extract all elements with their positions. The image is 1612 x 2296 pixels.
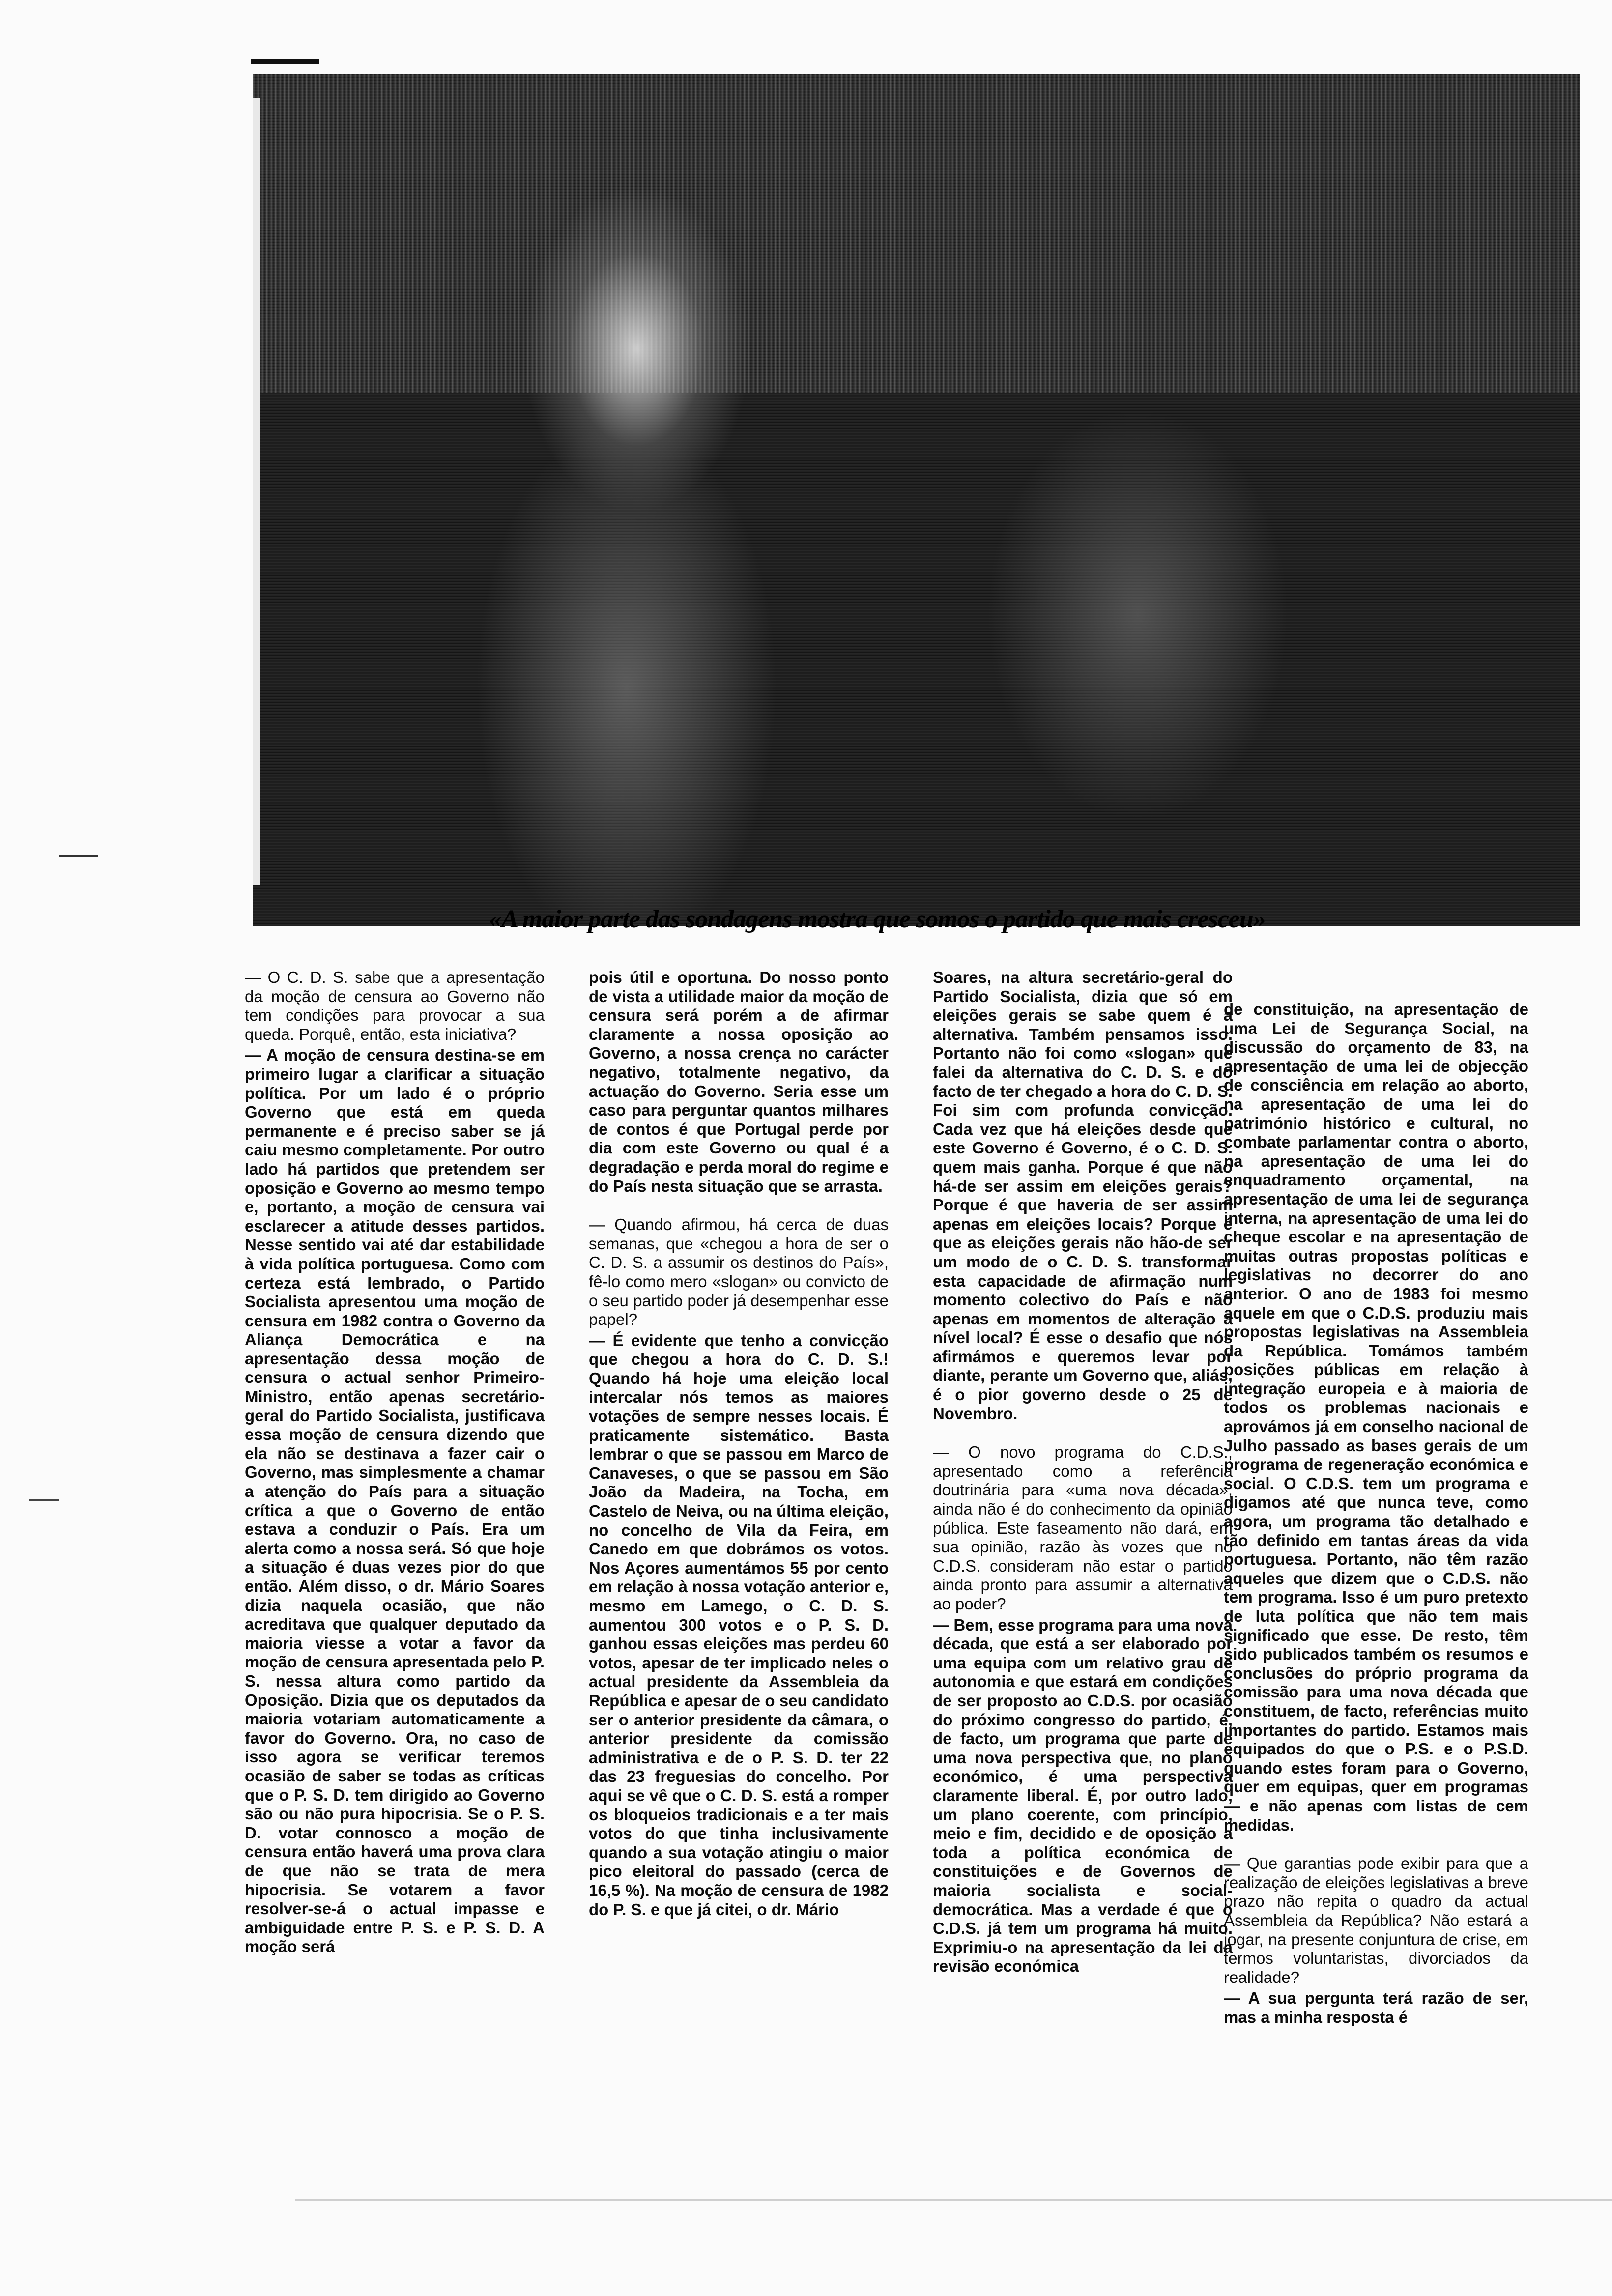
interview-answer: Soares, na altura secretário-geral do Partido Socialista, dizia que só em eleições gerais se sabe quem é a alternativa. Também pensamos isso. Portanto não foi como «slogan» que falei da alternativa do C. D. S. e do facto de ter chegado a hora do C. D. S. Foi sim com profunda convicção. Cada vez que há eleições desde que este Governo é Governo, é o C. D. S. quem mais ganha. Porque é que não há-de ser assim em eleições gerais? Porque é que haveria de ser assim apenas em eleições locais? Porque é que as eleições gerais não hão-de ser um modo de o C. D. S. transformar esta capacidade de afirmação num momento colectivo do País e não apenas em momentos de alteração a nível local? É esse o desafio que nós afirmámos e queremos levar por diante, perante um Governo que, aliás, é o pior governo desde o 25 de Novembro. [933,968,1233,1423]
interview-question: — O C. D. S. sabe que a apresentação da moção de censura ao Governo não tem condições para provocar a sua queda. Porquê, então, esta iniciativa? [245,968,545,1043]
scan-mark-left-2 [29,1499,59,1501]
interview-answer: pois útil e oportuna. Do nosso ponto de vista a utilidade maior da moção de censura será porém a de afirmar claramente a nossa oposição ao Governo, a nossa crença no carácter negativo, totalmente negativo, da actuação do Governo. Seria esse um caso para perguntar quantos milhares de contos é que Portugal perde por dia com este Governo ou qual é a degradação e perda moral do regime e do País nesta situação que se arrasta. [589,968,889,1195]
interview-question: — Quando afirmou, há cerca de duas semanas, que «chegou a hora de ser o C. D. S. a assumir os destinos do País», fê-lo como mero «slogan» ou convicto de o seu partido poder já desempenhar esse papel? [589,1215,889,1329]
interview-question: — Que garantias pode exibir para que a realização de eleições legislativas a breve prazo não repita o quadro da actual Assembleia da República? Não estará a jogar, na presente conjuntura de crise, em termos voluntaristas, divorciados da realidade? [1224,1854,1528,1986]
interview-answer: — É evidente que tenho a convicção que chegou a hora do C. D. S.! Quando há hoje uma eleição local intercalar nós temos as maiores votações de sempre nesses locais. É praticamente sistemático. Basta lembrar o que se passou em Marco de Canaveses, o que se passou em São João da Madeira, na Tocha, em Castelo de Neiva, ou na última eleição, no concelho de Vila da Feira, em Canedo em que dobrámos os votos. Nos Açores aumentámos 55 por cento em relação à nossa votação anterior e, mesmo em Lamego, o C. D. S. aumentou 300 votos e o P. S. D. ganhou essas eleições mas perdeu 60 votos, apesar de ter implicado neles o actual presidente da Assembleia da República e apesar de o seu candidato ser o anterior presidente da câmara, o anterior presidente da comissão administrativa e de o P. S. D. ter 22 das 23 freguesias do concelho. Por aqui se vê que o C. D. S. está a romper os bloqueios tradicionais e a ter mais votos do que tinha inclusivamente quando a sua votação atingiu o maior pico eleitoral do passado (cerca de 16,5 %). Na moção de censura de 1982 do P. S. e que já citei, o dr. Mário [589,1331,889,1919]
article-column-4 [1224,1000,1528,2029]
press-photo [253,74,1580,926]
scan-mark-top [251,59,319,64]
interview-answer: — A sua pergunta terá razão de ser, mas a minha resposta é [1224,1989,1528,2026]
scan-mark-left [59,855,98,857]
article-column-2 [589,968,889,1921]
photo-left-edge [253,98,260,885]
photo-caption-bar [489,902,1266,936]
article-column-3 [933,968,1233,1978]
interview-question: — O novo programa do C.D.S., apresentado como a referência doutrinária para «uma nova década», ainda não é do conhecimento da opinião pública. Este faseamento não dará, em sua opinião, razão às vozes que no C.D.S. consideram não estar o partido ainda pronto para assumir a alternativa ao poder? [933,1443,1233,1613]
photo-caption: «A maior parte das sondagens mostra que somos o partido que mais cresceu» [489,905,1266,933]
bottom-rule [295,2199,1612,2201]
photo-texture [253,74,1580,393]
interview-answer: — A moção de censura destina-se em primeiro lugar a clarificar a situação política. Por um lado é o próprio Governo que está em queda permanente e é preciso saber se já caiu mesmo completamente. Por outro lado há partidos que pretendem ser oposição e Governo ao mesmo tempo e, portanto, a moção de censura vai esclarecer a atitude desses partidos. Nesse sentido vai até dar estabilidade à vida política portuguesa. Como com certeza está lembrado, o Partido Socialista apresentou uma moção de censura em 1982 contra o Governo da Aliança Democrática e na apresentação dessa moção de censura o actual senhor Primeiro-Ministro, então apenas secretário-geral do Partido Socialista, justificava essa moção de censura dizendo que ela não se destinava a fazer cair o Governo, mas simplesmente a chamar a atenção do País para a situação crítica a que o Governo de então estava a conduzir o País. Era um alerta como a nossa será. Só que hoje a situação é duas vezes pior do que então. Além disso, o dr. Mário Soares dizia naquela ocasião, que não acreditava que qualquer deputado da maioria viesse a votar a favor da moção de censura apresentada pelo P. S. nessa altura como partido da Oposição. Dizia que os deputados da maioria votariam automaticamente a favor do Governo. Ora, no caso de isso agora se verificar teremos ocasião de saber se todas as críticas que o P. S. D. tem dirigido ao Governo são ou não pura hipocrisia. Se o P. S. D. votar connosco a moção de censura então haverá uma prova clara de que não se trata de mera hipocrisia. Se votarem a favor resolver-se-á o actual impasse e ambiguidade entre P. S. e P. S. D. A moção será [245,1046,545,1956]
interview-answer: — Bem, esse programa para uma nova década, que está a ser elaborado por uma equipa com um relativo grau de autonomia e que estará em condições de ser proposto ao C.D.S. por ocasião do próximo congresso do partido, é, de facto, um programa que parte de uma nova perspectiva que, no plano económico, é uma perspectiva claramente liberal. É, por outro lado, um plano coerente, com princípio, meio e fim, decidido e de oposição a toda a política económica de constituições e de Governos de maioria socialista e social-democrática. Mas a verdade é que o C.D.S. já tem um programa há muito. Exprimiu-o na apresentação da lei da revisão económica [933,1615,1233,1976]
interview-answer: de constituição, na apresentação de uma Lei de Segurança Social, na discussão do orçamento de 83, na apresentação de uma lei de objecção de consciência em relação ao aborto, na apresentação de uma lei do património histórico e cultural, no combate parlamentar contra o aborto, na apresentação de uma lei do enquadramento orçamental, na apresentação de uma lei de segurança interna, na apresentação de uma lei do cheque escolar e na apresentação de muitas outras propostas políticas e legislativas no decorrer do ano anterior. O ano de 1983 foi mesmo aquele em que o C.D.S. produziu mais propostas legislativas na Assembleia da República. Tomámos também posições públicas em relação à integração europeia e à maioria de todos os problemas nacionais e aprovámos já em conselho nacional de Julho passado as bases gerais de um programa de regeneração económica e social. O C.D.S. tem um programa e digamos até que nunca teve, como agora, um programa tão detalhado e tão definido em tantas áreas da vida portuguesa. Portanto, não têm razão aqueles que dizem que o C.D.S. não tem programa. Isso é um puro pretexto de luta política que não tem mais significado que esse. De resto, têm sido publicados também os resumos e conclusões do próprio programa da comissão para uma nova década que constituem, de facto, referências muito importantes do partido. Estamos mais equipados do que o P.S. e o P.S.D. quando estes foram para o Governo, quer em equipas, quer em programas — e não apenas com listas de cem medidas. [1224,1000,1528,1834]
article-column-1 [245,968,545,1958]
